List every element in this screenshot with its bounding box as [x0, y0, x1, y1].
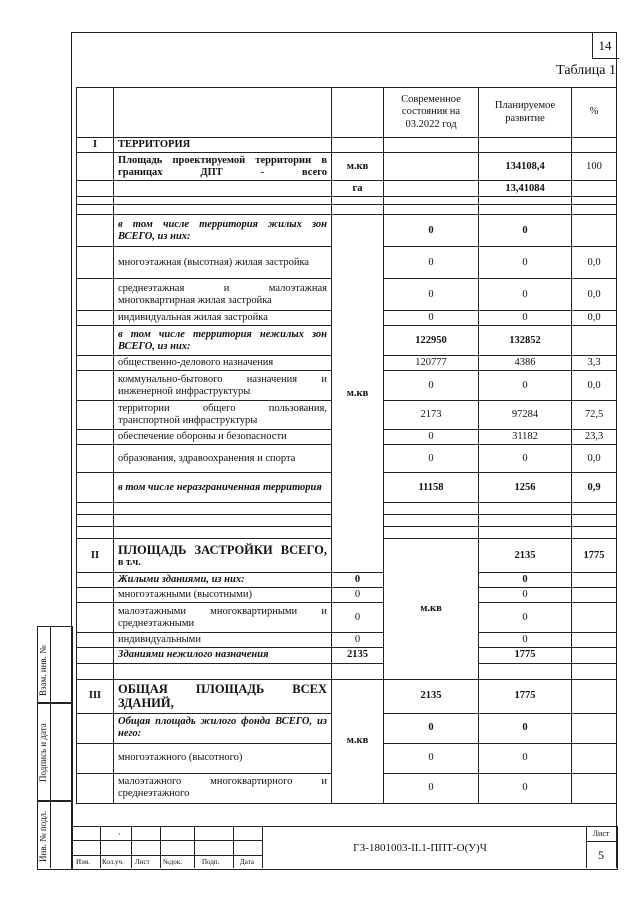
table-row [77, 603, 617, 633]
section-title: ОБЩАЯ ПЛОЩАДЬ ВСЕХ ЗДАНИЙ, [118, 681, 327, 710]
section-3-row [77, 679, 617, 713]
table-row [77, 633, 617, 648]
row-label: Жилыми зданиями, из них: [114, 573, 332, 588]
planned-value: 0 [479, 573, 572, 588]
planned-value: 97284 [479, 401, 572, 430]
row-label: Общая площадь жилого фонда ВСЕГО, из него: [114, 713, 332, 743]
sheet-label: Лист [592, 829, 610, 838]
side-divider [50, 626, 51, 868]
spacer-row [77, 663, 617, 679]
planned-value: 31182 [479, 430, 572, 445]
planned-value: 13,41084 [479, 181, 572, 197]
planned-value: 132852 [479, 326, 572, 356]
current-value: 122950 [384, 326, 479, 356]
row-label: в том числе территория нежилых зон ВСЕГО, из них: [114, 326, 332, 356]
stamp-divider [586, 841, 616, 842]
row-label: в том числе территория жилых зон ВСЕГО, из них: [114, 215, 332, 247]
unit-cell-merged: м.кв [332, 679, 384, 803]
percent-value: 72,5 [572, 401, 617, 430]
row-label: Площадь проектируемой территории в границах ДПТ - всего [114, 153, 332, 181]
planned-value: 1775 [479, 679, 572, 713]
side-label-vzam: Взам. инв. № [38, 645, 48, 696]
planned-value: 0 [479, 311, 572, 326]
stamp-dot: · [118, 829, 121, 839]
sheet-number: 5 [598, 848, 604, 862]
current-value: 0 [332, 633, 384, 648]
current-value: 0 [384, 713, 479, 743]
row-label: территории общего пользования, транспортной инфраструктуры [114, 401, 332, 430]
unit-cell: га [332, 181, 384, 197]
planned-value: 0 [479, 279, 572, 311]
current-value: 2135 [332, 648, 384, 663]
planned-value: 0 [479, 215, 572, 247]
planned-value: 0 [479, 588, 572, 603]
section-number: III [77, 679, 114, 713]
planned-value: 1775 [479, 648, 572, 663]
table-row [77, 588, 617, 603]
row-label: многоэтажная (высотная) жилая застройка [114, 247, 332, 279]
planned-value: 0 [479, 603, 572, 633]
row-label: малоэтажного многоквартирного и среднеэтажного [114, 773, 332, 803]
current-value: 0 [332, 573, 384, 588]
row-label: многоэтажными (высотными) [114, 588, 332, 603]
planned-value: 1775 [572, 539, 617, 573]
current-value: 11158 [384, 473, 479, 503]
current-value: 0 [384, 430, 479, 445]
spacer-row [77, 197, 617, 205]
unit-cell: м.кв [332, 153, 384, 181]
table-row [77, 153, 617, 181]
table-row [77, 215, 617, 247]
table-row [77, 181, 617, 197]
stamp-podp: Подп. [202, 858, 220, 866]
percent-value: 0,0 [572, 445, 617, 473]
header-planned: Планируемое развитие [479, 88, 572, 138]
planned-value: 1256 [479, 473, 572, 503]
current-value: 0 [384, 247, 479, 279]
row-label: среднеэтажная и малоэтажная многоквартирная жилая застройка [114, 279, 332, 311]
stamp-koluch: Кол.уч. [102, 858, 124, 866]
stamp-divider [100, 826, 101, 868]
row-label: индивидуальными [114, 633, 332, 648]
unit-cell-merged: м.кв [332, 215, 384, 573]
stamp-list: Лист [135, 858, 150, 866]
frame-top [71, 32, 616, 33]
document-code: ГЗ-1801003-II.1-ППТ-О(У)Ч [353, 842, 487, 854]
section-title: ТЕРРИТОРИЯ [114, 138, 332, 153]
planned-value: 0 [479, 773, 572, 803]
header-percent: % [572, 88, 617, 138]
planned-value: 0 [479, 371, 572, 401]
stamp-divider [194, 826, 195, 868]
stamp-ndok: №док. [163, 858, 182, 866]
planned-value: 0 [479, 713, 572, 743]
planned-value: 0 [479, 445, 572, 473]
percent-value: 0,9 [572, 473, 617, 503]
table-header-row [77, 88, 617, 138]
table-row [77, 648, 617, 663]
section-subtitle: в т.ч. [118, 557, 141, 569]
percent-value: 0,0 [572, 247, 617, 279]
row-label: обеспечение обороны и безопасности [114, 430, 332, 445]
stamp-divider [233, 826, 234, 868]
stamp-divider [160, 826, 161, 868]
spacer-row [77, 205, 617, 215]
row-label: Зданиями нежилого назначения [114, 648, 332, 663]
current-value: 0 [384, 445, 479, 473]
planned-value: 0 [479, 633, 572, 648]
current-value: 0 [384, 279, 479, 311]
percent-value: 0,0 [572, 371, 617, 401]
row-label: общественно-делового назначения [114, 356, 332, 371]
current-value: 0 [332, 588, 384, 603]
header-current: Современное состояния на 03.2022 год [384, 88, 479, 138]
current-value: 0 [384, 743, 479, 773]
planned-value: 4386 [479, 356, 572, 371]
stamp-izm: Изм. [76, 858, 90, 866]
unit-cell-merged: м.кв [384, 539, 479, 679]
current-value: 0 [384, 773, 479, 803]
percent-value: 0,0 [572, 279, 617, 311]
section-title: ПЛОЩАДЬ ЗАСТРОЙКИ ВСЕГО, [118, 542, 327, 557]
current-value: 120777 [384, 356, 479, 371]
table-caption: Таблица 1 [556, 63, 616, 78]
stamp-divider [131, 826, 132, 868]
current-value: 0 [384, 311, 479, 326]
planned-value: 0 [479, 247, 572, 279]
section-1-row [77, 138, 617, 153]
stamp-data: Дата [240, 858, 254, 866]
row-label: в том числе неразграниченная территория [114, 473, 332, 503]
table-row [77, 573, 617, 588]
data-table [76, 87, 617, 804]
current-value: 0 [384, 215, 479, 247]
row-label: индивидуальная жилая застройка [114, 311, 332, 326]
stamp-divider [262, 826, 263, 868]
current-value: 2173 [384, 401, 479, 430]
percent-value: 0,0 [572, 311, 617, 326]
current-value: 2135 [479, 539, 572, 573]
row-label: коммунально-бытового назначения и инженерной инфраструктуры [114, 371, 332, 401]
page-number: 14 [598, 38, 612, 53]
planned-value: 0 [479, 743, 572, 773]
current-value: 0 [332, 603, 384, 633]
current-value: 0 [384, 371, 479, 401]
planned-value: 134108,4 [479, 153, 572, 181]
side-label-inv: Инв. № подл. [38, 810, 48, 862]
percent-value: 23,3 [572, 430, 617, 445]
current-value: 2135 [384, 679, 479, 713]
row-label: малоэтажными многоквартирными и среднеэтажными [114, 603, 332, 633]
row-label: многоэтажного (высотного) [114, 743, 332, 773]
percent-value: 100 [572, 153, 617, 181]
side-label-podpis: Подпись и дата [38, 723, 48, 782]
row-label: образования, здравоохранения и спорта [114, 445, 332, 473]
percent-value: 3,3 [572, 356, 617, 371]
section-number: II [77, 539, 114, 573]
section-number: I [77, 138, 114, 153]
